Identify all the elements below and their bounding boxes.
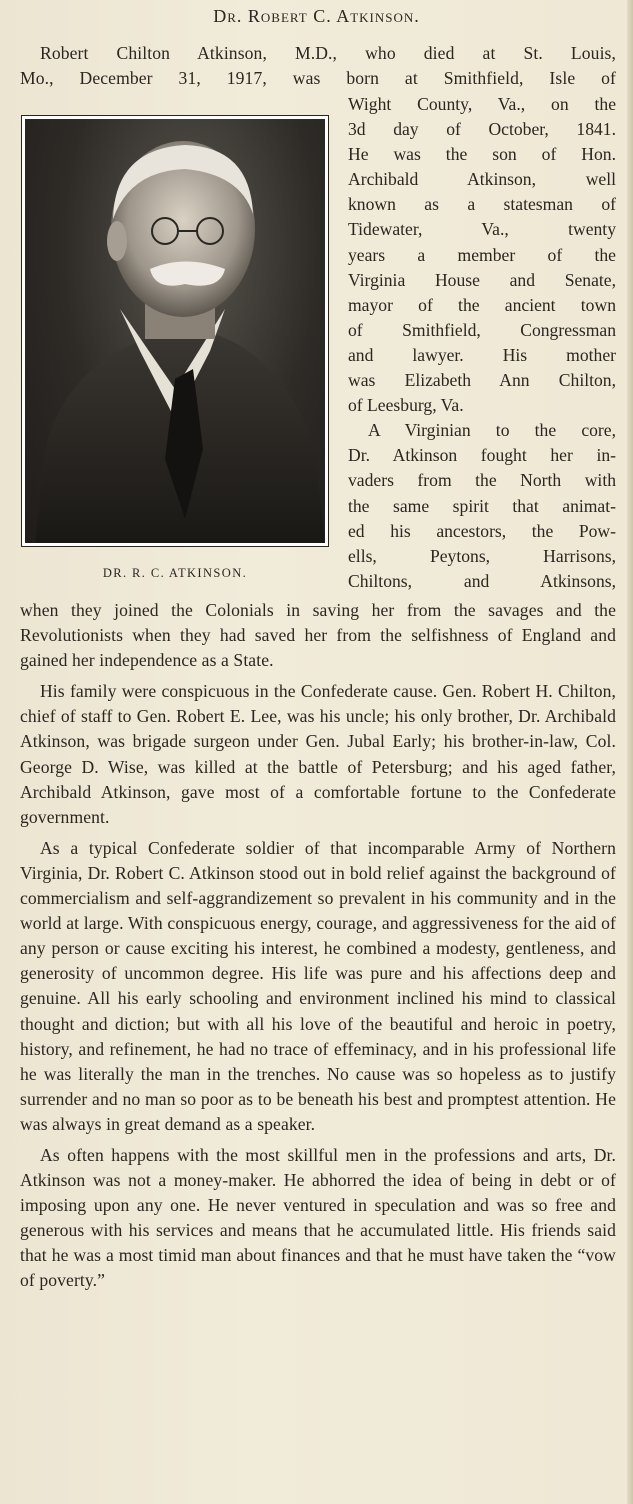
column-line: Tidewater, Va., twenty bbox=[348, 219, 616, 240]
column-line: of Smithfield, Congressman bbox=[348, 319, 616, 340]
column-line: He was the son of Hon. bbox=[348, 144, 616, 165]
column-line: Chiltons, and Atkinsons, bbox=[348, 570, 616, 591]
column-line: known as a statesman of bbox=[348, 194, 616, 215]
column-line: vaders from the North with bbox=[348, 470, 616, 491]
column-line: of Leesburg, Va. bbox=[348, 395, 464, 416]
column-line: Wight County, Va., on the bbox=[348, 94, 616, 114]
column-line: and lawyer. His mother bbox=[348, 344, 616, 365]
paragraph-finances: As often happens with the most skillful men in the professions and arts, Dr. Atkinson was not a money-maker. He abhorred the idea of being in debt or of imposing upon any one. He never ventured in speculation and was so free and generous with his services and means that he accumulated little. His friends said that he was a most timid man about finances and that he must have taken the “vow of poverty.” bbox=[20, 1144, 616, 1291]
paragraph-family: His family were conspicuous in the Confederate cause. Gen. Robert H. Chilton, chief of staff to Gen. Robert E. Lee, was his uncle; his only brother, Dr. Archibald Atkinson, was brigade surgeon under Gen. Jubal Early; his brother-in-law, Col. George D. Wise, was killed at the battle of Petersburg; and his aged father, Archibald Atkinson, gave most of a comfortable fortune to the Confederate government. bbox=[20, 681, 616, 827]
portrait-photo bbox=[21, 115, 329, 547]
article-heading: Dr. Robert C. Atkinson. bbox=[213, 6, 420, 26]
column-line: ed his ancestors, the Pow- bbox=[348, 520, 616, 541]
photo-caption: DR. R. C. ATKINSON. bbox=[102, 566, 248, 580]
side-column bbox=[348, 92, 616, 594]
article-body bbox=[20, 598, 616, 1294]
column-line: the same spirit that animat- bbox=[348, 495, 616, 516]
column-line: years a member of the bbox=[348, 244, 616, 265]
opening-lines bbox=[20, 41, 616, 91]
column-line: ells, Peytons, Harrisons, bbox=[348, 545, 616, 566]
opening-line-1: Robert Chilton Atkinson, M.D., who died at St. Louis, bbox=[40, 43, 616, 63]
portrait-icon bbox=[25, 119, 325, 543]
opening-line-2: Mo., December 31, 1917, was born at Smithfield, Isle of bbox=[20, 68, 616, 89]
column-line: Dr. Atkinson fought her in- bbox=[348, 445, 616, 466]
continuation-paragraph: when they joined the Colonials in saving her from the savages and the Revolutionists when they had saved her from the selfishness of England and gained her independence as a State. bbox=[20, 600, 616, 671]
column-line: 3d day of October, 1841. bbox=[348, 119, 616, 140]
page-edge bbox=[627, 0, 633, 1504]
column-line: A Virginian to the core, bbox=[368, 420, 616, 441]
column-line: was Elizabeth Ann Chilton, bbox=[348, 370, 616, 391]
column-line: mayor of the ancient town bbox=[348, 294, 616, 315]
paragraph-soldier: As a typical Confederate soldier of that incomparable Army of Northern Virginia, Dr. Robert C. Atkinson stood out in bold relief against the background of commercialism and self-aggrandizement so prevalent in his community and in the world at large. With conspicuous energy, courage, and aggressiveness for the aid of any person or cause exciting his interest, he combined a modesty, gentleness, and generosity of uncommon degree. His life was pure and his affections deep and genuine. All his early schooling and environment inclined his mind to classical thought and diction; but with all his love of the beautiful and heroic in poetry, history, and refinement, he had no trace of effeminacy, and in his professional life he was literally the man in the trenches. No cause was so hopeless as to justify surrender and no man so poor as to be beneath his best and promptest attention. He was always in great demand as a speaker. bbox=[20, 837, 616, 1134]
column-line: Archibald Atkinson, well bbox=[348, 169, 616, 190]
portrait-photo-image bbox=[25, 119, 325, 543]
column-line: Virginia House and Senate, bbox=[348, 269, 616, 290]
